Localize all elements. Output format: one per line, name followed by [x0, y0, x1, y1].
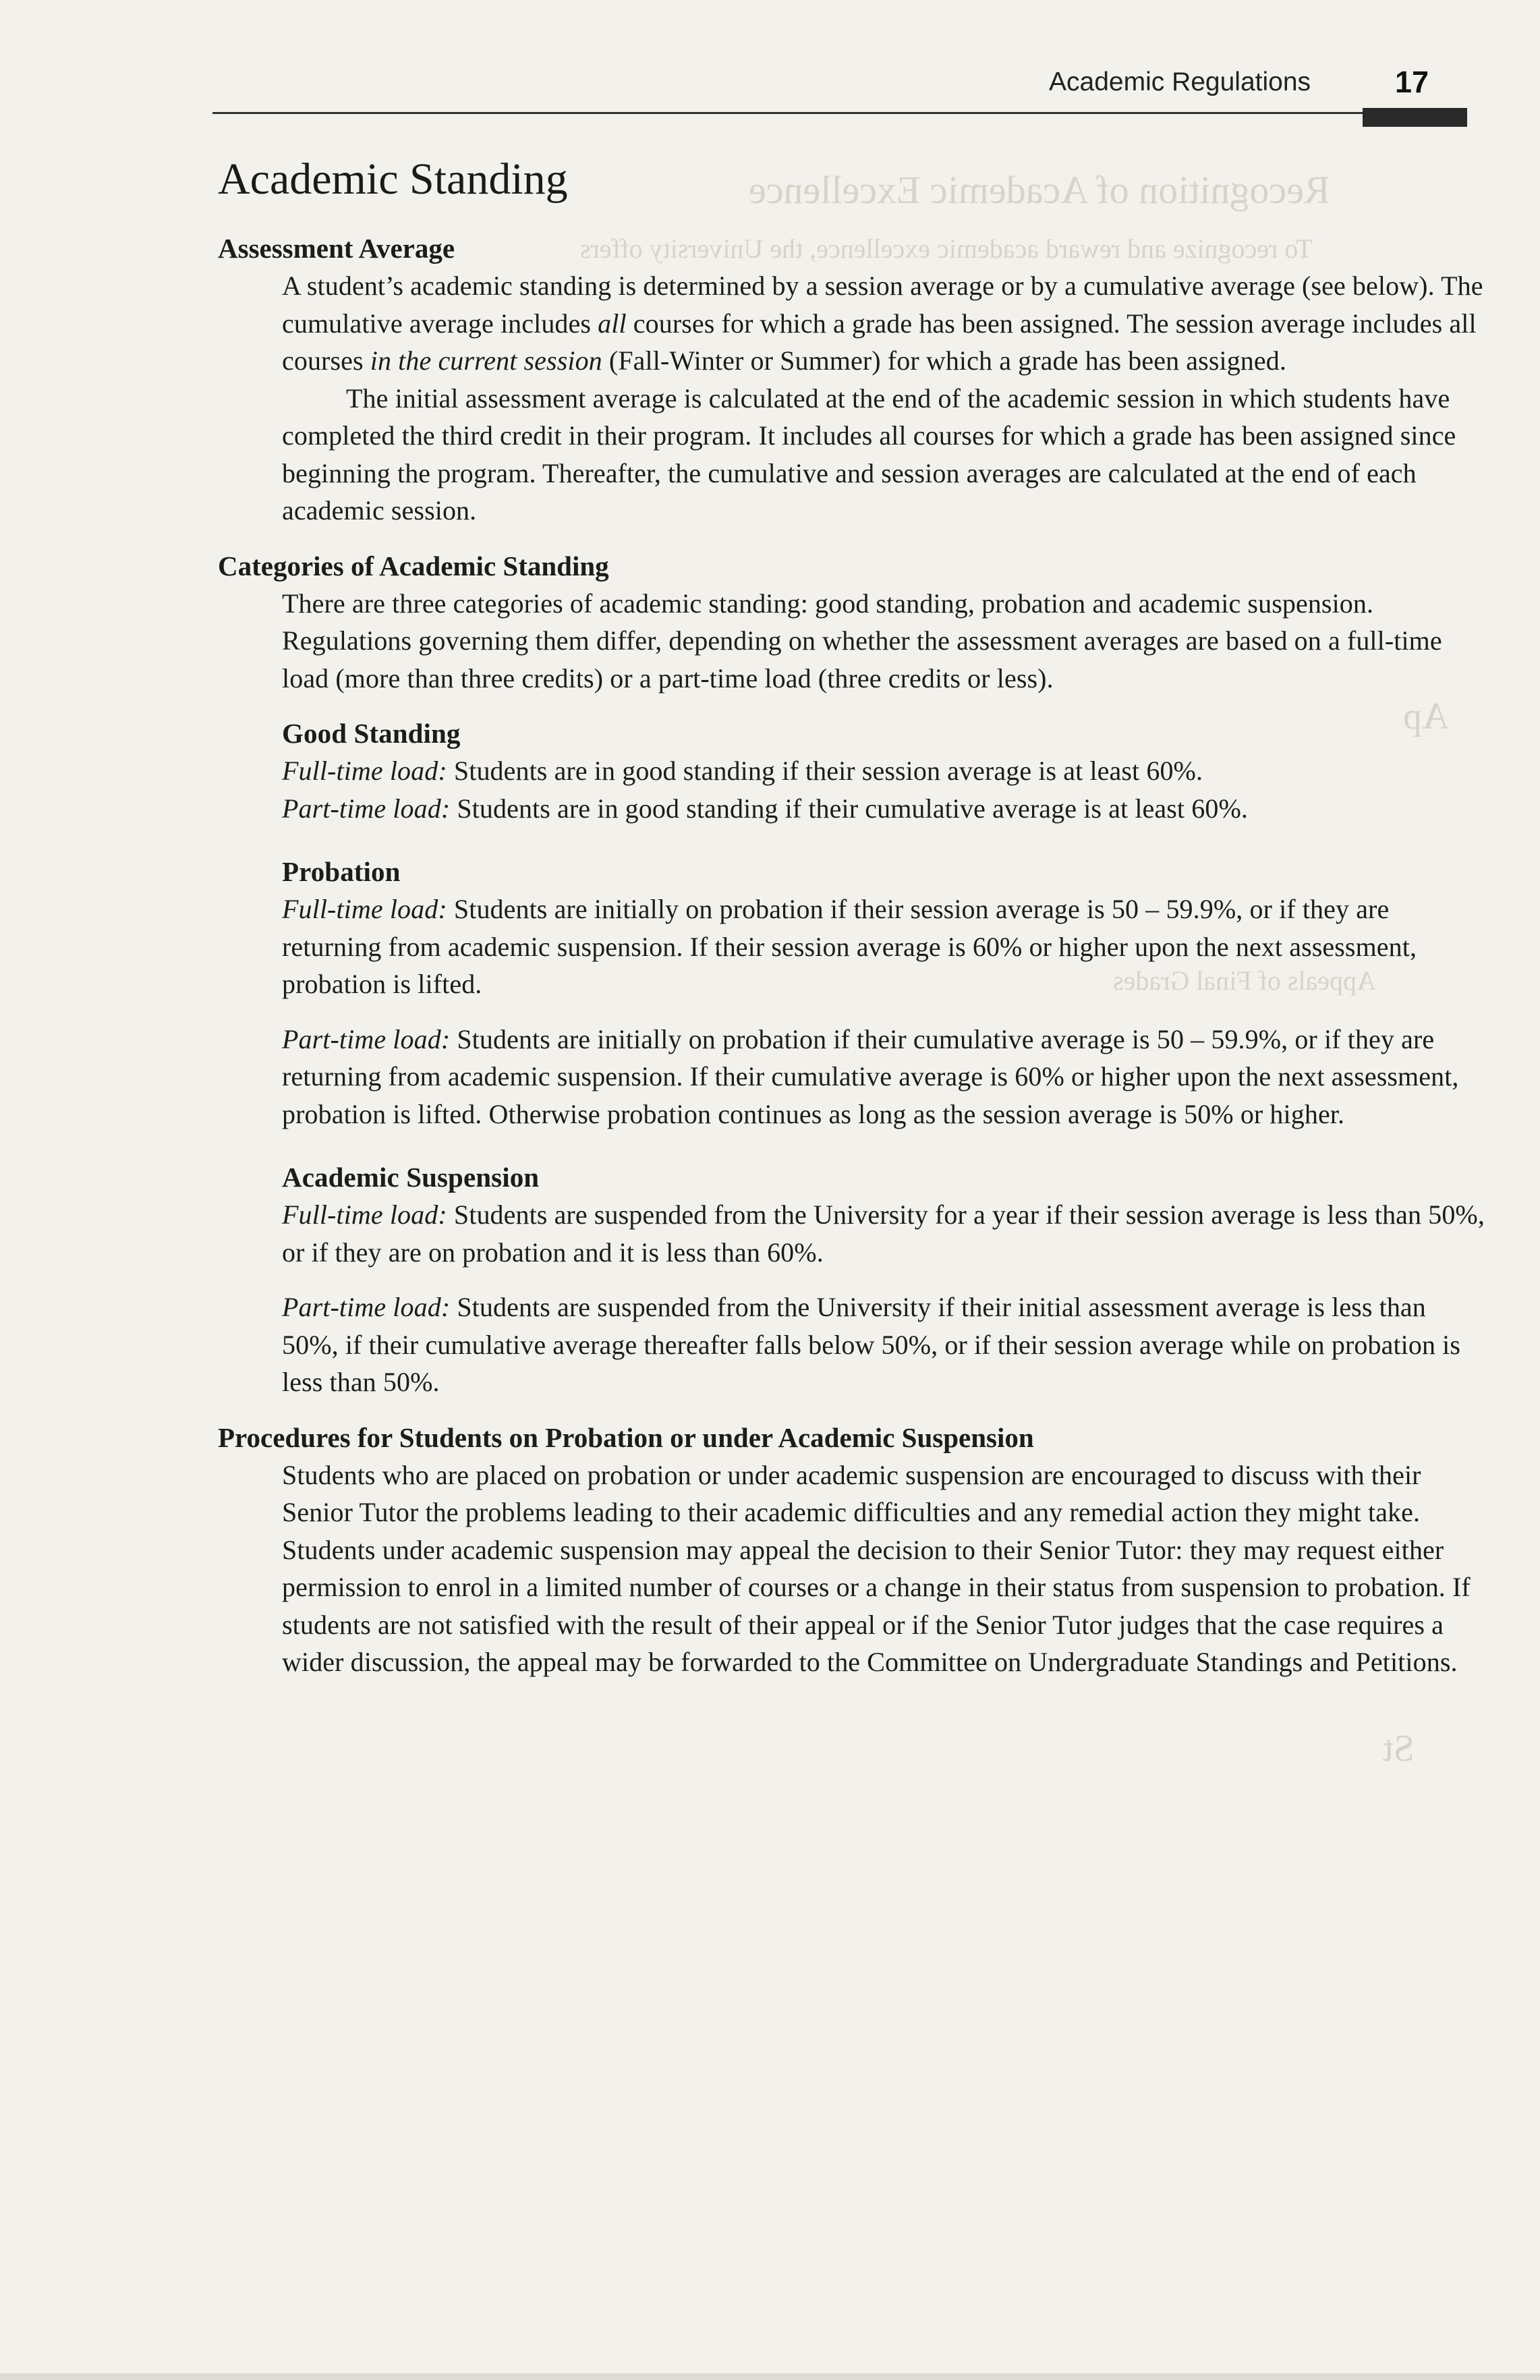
show-through-heading: Recognition of Academic Excellence: [749, 168, 1330, 212]
assessment-average-heading: Assessment Average: [218, 233, 455, 264]
full-time-label: Full-time load:: [282, 756, 447, 786]
procedures-body: [282, 1456, 1486, 1681]
show-through-heading-3: St: [1383, 1728, 1415, 1769]
running-head: Academic Regulations: [1049, 67, 1311, 96]
categories-body: [282, 585, 1486, 1401]
section-title: Academic Standing: [218, 154, 568, 204]
text-run: Students are initially on probation if their cumulative average is 50 – 59.9%, or if they are returning from academic suspension. If their cumulative average is 60% or higher upon the next assessment, probation is lifted. Otherwise probation continues as long as the session average is 50% or higher.: [282, 1023, 1459, 1129]
header-rule: [212, 112, 1467, 114]
text-run: (Fall-Winter or Summer) for which a grade has been assigned.: [602, 345, 1286, 376]
suspension-part-time: [282, 1288, 1486, 1401]
assessment-average-paragraph-2: The initial assessment average is calculated at the end of the academic session in which students have completed the third credit in their program. It includes all courses for which a grade has been assigned since beginning the program. Thereafter, the cumulative and session averages are calculated at the end of each academic session.: [282, 382, 1456, 526]
full-time-label: Full-time load:: [282, 894, 447, 924]
assessment-average-body: [282, 267, 1486, 530]
main-content: [218, 229, 1486, 1681]
part-time-label: Part-time load:: [282, 1292, 451, 1322]
text-run: Students are in good standing if their session average is at least 60%.: [447, 756, 1203, 786]
show-through-text-2: Appeals of Final Grades: [1113, 965, 1376, 996]
full-time-label: Full-time load:: [282, 1199, 447, 1230]
academic-suspension-heading: Academic Suspension: [282, 1162, 540, 1193]
procedures-paragraph: Students who are placed on probation or under academic suspension are encouraged to discuss with their Senior Tutor the problems leading to their academic difficulties and any remedial action they might take. Students under academic suspension may appeal the decision to their Senior Tutor: they may request either permission to enrol in a limited number of courses or a change in their status from suspension to probation. If students are not satisfied with the result of their appeal or if the Senior Tutor judges that the case requires a wider discussion, the appeal may be forwarded to the Committee on Undergraduate Standings and Petitions.: [282, 1459, 1471, 1677]
header-rule-block: [1363, 108, 1467, 127]
good-standing-part-time: [282, 790, 1486, 828]
text-run: A student’s academic standing is determined by a session average or by a cumulative average (see below). The cumulative average includes: [282, 271, 1483, 339]
procedures-heading: Procedures for Students on Probation or under Academic Suspension: [218, 1421, 1034, 1453]
assessment-average-paragraph-1: [282, 267, 1486, 380]
show-through-text: To recognize and reward academic excellence, the University offers: [580, 233, 1313, 264]
text-run: Students are in good standing if their cumulative average is at least 60%.: [450, 793, 1248, 824]
text-run: Students are suspended from the University if their initial assessment average is less than 50%, if their cumulative average thereafter falls below 50%, or if their session average while on probation is less than 50%.: [282, 1292, 1461, 1397]
emphasis-current-session: in the current session: [370, 345, 602, 376]
page-number: 17: [1395, 65, 1429, 99]
emphasis-all: all: [598, 308, 627, 339]
good-standing-heading: Good Standing: [282, 718, 461, 749]
text-run: Students are initially on probation if their session average is 50 – 59.9%, or if they are returning from academic suspension. If their session average is 60% or higher upon the next assessment, probation is lifted.: [282, 894, 1417, 999]
text-run: Students are suspended from the University for a year if their session average is less than 50%, or if they are on probation and it is less than 60%.: [282, 1199, 1485, 1268]
good-standing-full-time: [282, 752, 1486, 790]
probation-part-time: [282, 1021, 1486, 1133]
show-through-heading-2: Ap: [1403, 696, 1450, 737]
suspension-full-time: [282, 1196, 1486, 1271]
probation-heading: Probation: [282, 856, 401, 887]
page-bottom-edge: [0, 2373, 1540, 2380]
categories-heading: Categories of Academic Standing: [218, 550, 609, 582]
part-time-label: Part-time load:: [282, 793, 451, 824]
part-time-label: Part-time load:: [282, 1023, 451, 1054]
text-run: courses for which a grade has been assigned. The session average includes all courses: [282, 308, 1477, 376]
probation-full-time: [282, 890, 1486, 1003]
categories-intro: There are three categories of academic standing: good standing, probation and academic suspension. Regulations governing them differ, depending on whether the assessment averages are based on a full-time load (more than three credits) or a part-time load (three credits or less).: [282, 588, 1442, 693]
